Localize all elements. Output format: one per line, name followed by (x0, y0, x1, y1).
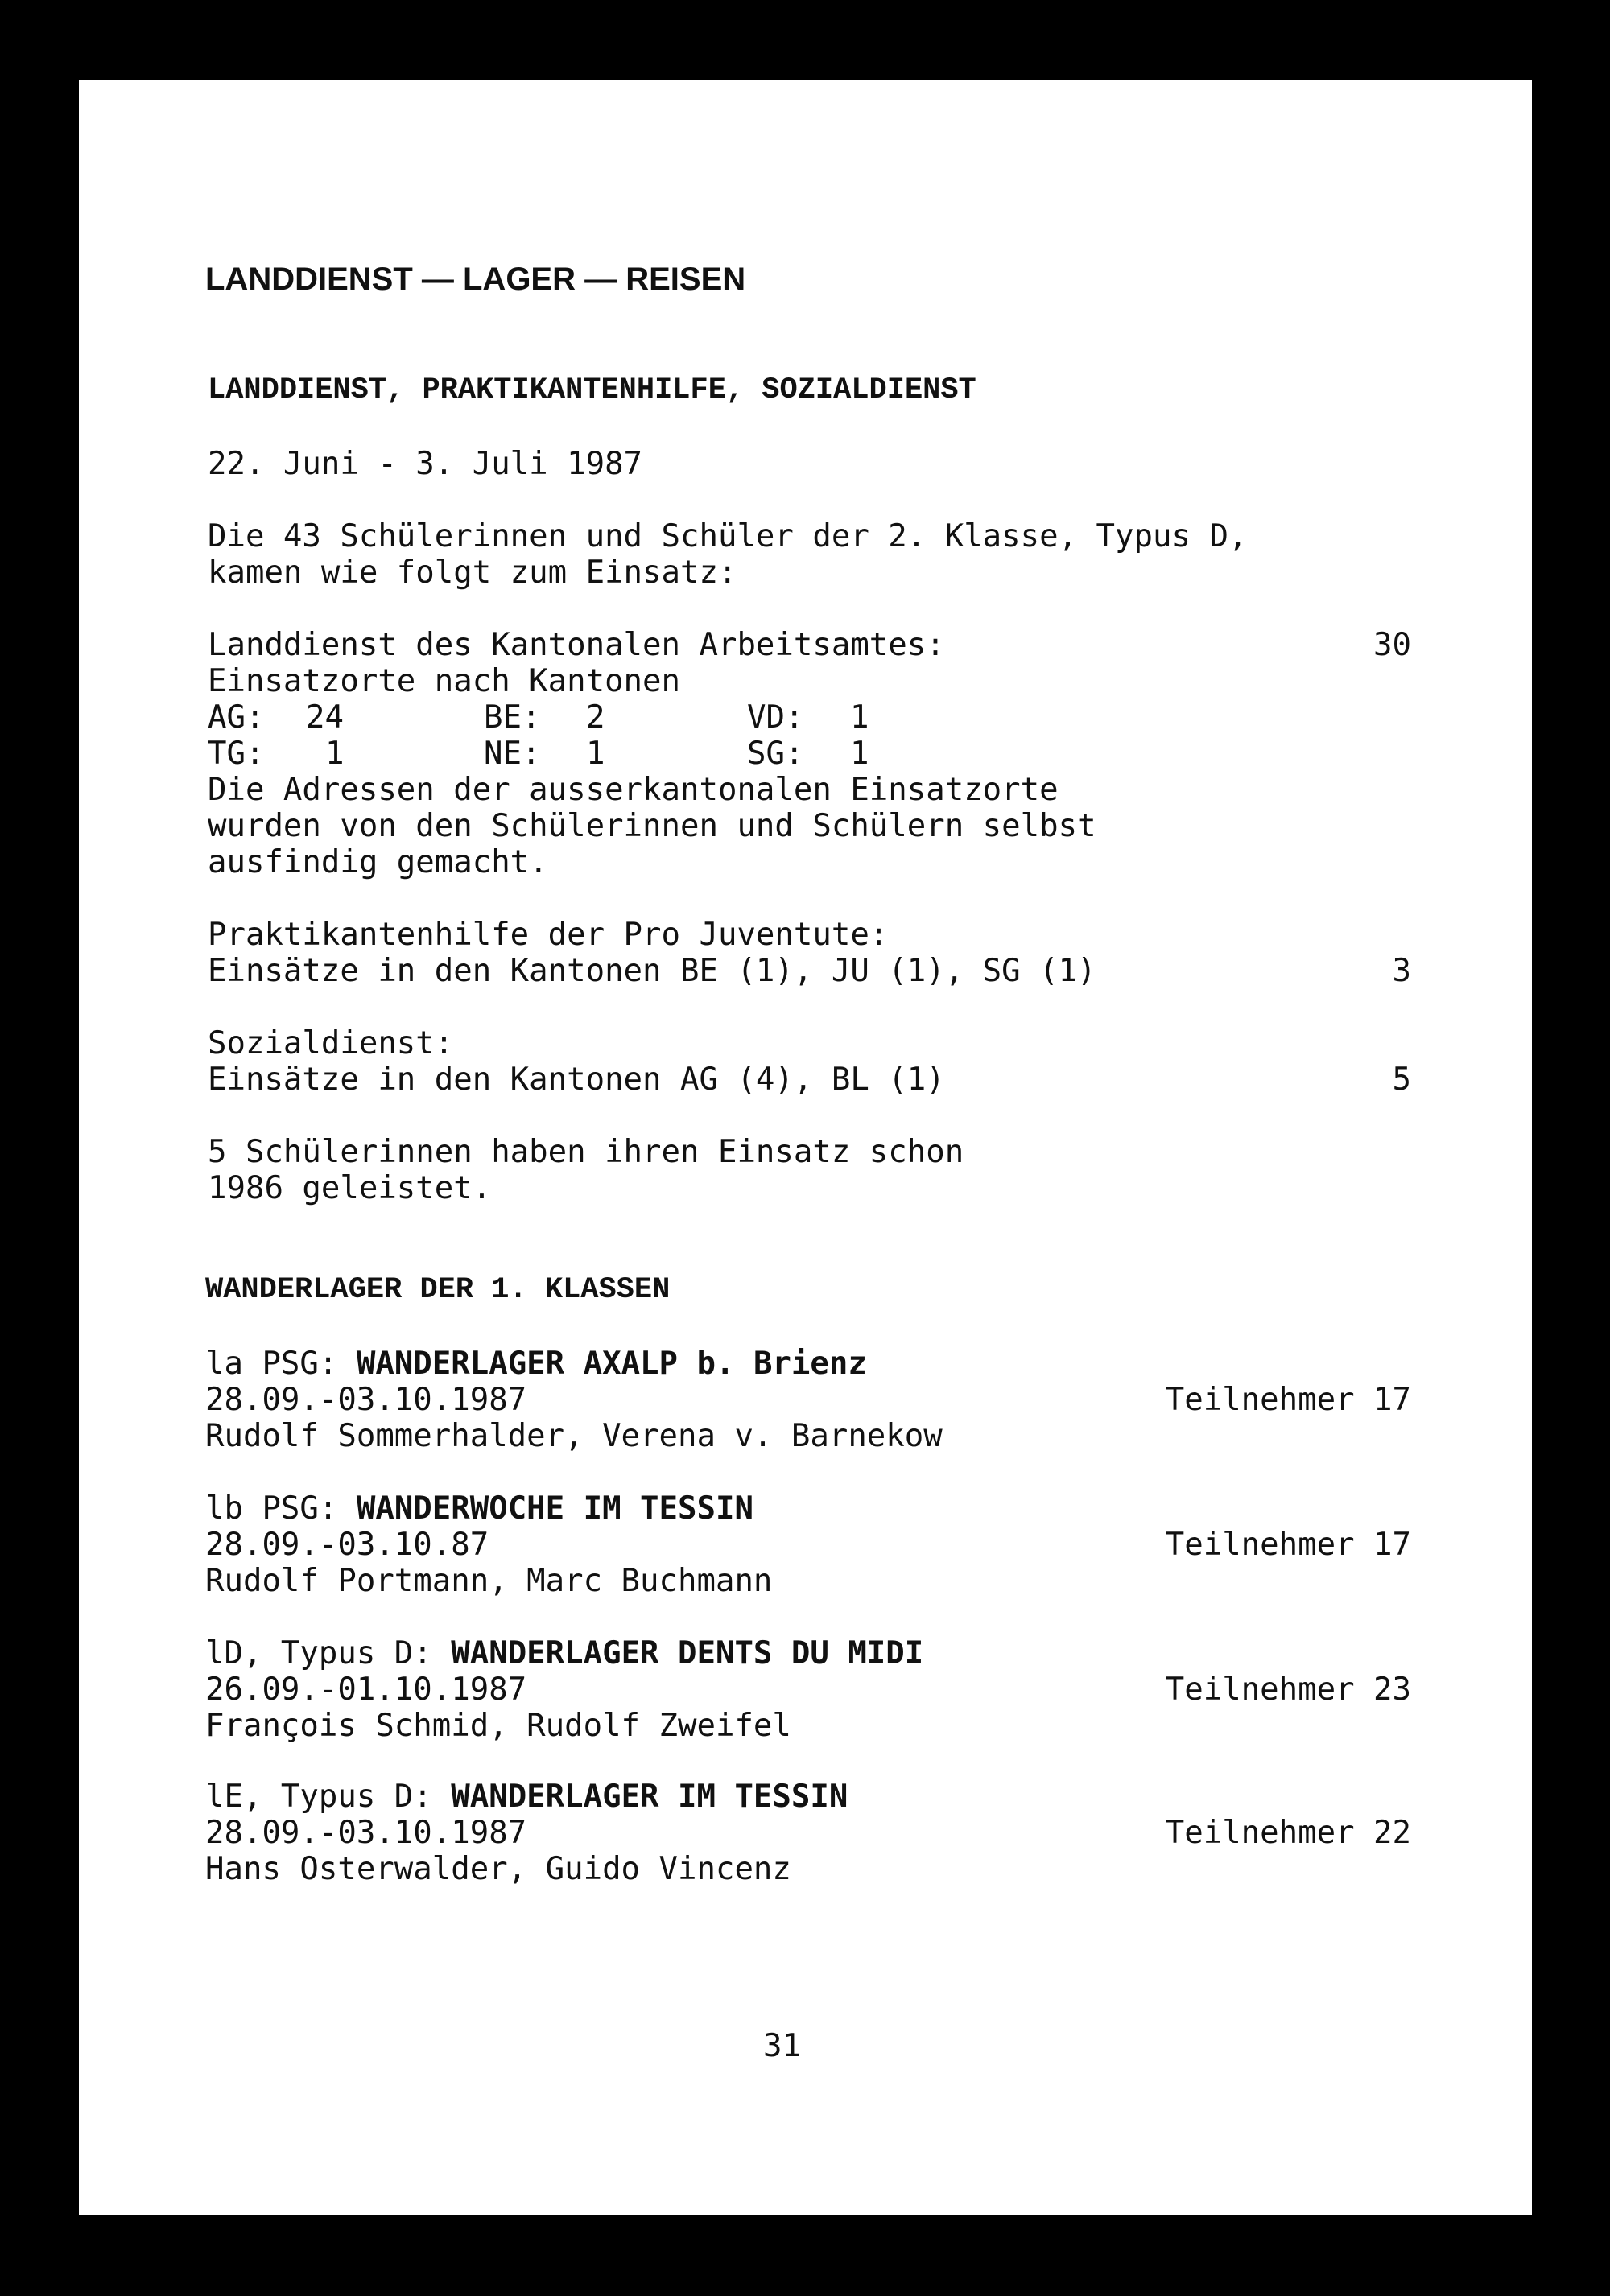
canton-be-label: BE: (484, 699, 541, 736)
adressen-line-2: wurden von den Schülerinnen und Schülern selbst (208, 808, 1096, 844)
entry-2-participants: Teilnehmer 17 (1165, 1527, 1411, 1563)
praktikantenhilfe-detail: Einsätze in den Kantonen BE (1), JU (1), SG (1) (208, 953, 1096, 989)
entry-4-class: lE, Typus D: (205, 1779, 432, 1815)
landdienst-label: Landdienst des Kantonalen Arbeitsamtes: (208, 627, 945, 663)
entry-1-participants: Teilnehmer 17 (1165, 1382, 1411, 1418)
entry-4-title: WANDERLAGER IM TESSIN (451, 1779, 848, 1815)
intro-line-2: kamen wie folgt zum Einsatz: (208, 554, 737, 591)
entry-3-heading (205, 1635, 924, 1672)
entry-1-title: WANDERLAGER AXALP b. Brienz (356, 1346, 867, 1382)
adressen-line-1: Die Adressen der ausserkantonalen Einsatzorte (208, 772, 1059, 808)
entry-3-class: lD, Typus D: (205, 1635, 432, 1672)
entry-2-leaders: Rudolf Portmann, Marc Buchmann (205, 1563, 773, 1599)
canton-ne-label: NE: (484, 736, 541, 772)
entry-2-class: lb PSG: (205, 1490, 338, 1527)
canton-ag-value: 24 (306, 699, 344, 736)
entry-3-leaders: François Schmid, Rudolf Zweifel (205, 1708, 791, 1744)
canton-be-value: 2 (586, 699, 605, 736)
canton-tg-label: TG: (208, 736, 265, 772)
canton-ag-label: AG: (208, 699, 265, 736)
entry-1-leaders: Rudolf Sommerhalder, Verena v. Barnekow (205, 1418, 943, 1454)
entry-1-heading (205, 1346, 867, 1382)
sozialdienst-count: 5 (1392, 1061, 1411, 1098)
date-range: 22. Juni - 3. Juli 1987 (208, 446, 643, 482)
canton-sg-value: 1 (850, 736, 869, 772)
entry-3-participants: Teilnehmer 23 (1165, 1672, 1411, 1708)
entry-2-title: WANDERWOCHE IM TESSIN (356, 1490, 753, 1527)
entry-4-dates: 28.09.-03.10.1987 (205, 1815, 527, 1851)
entry-1-class: la PSG: (205, 1346, 338, 1382)
einsatzorte-label: Einsatzorte nach Kantonen (208, 663, 680, 699)
canton-vd-label: VD: (747, 699, 804, 736)
sozialdienst-label: Sozialdienst: (208, 1025, 454, 1061)
entry-2-dates: 28.09.-03.10.87 (205, 1527, 489, 1563)
note-line-2: 1986 geleistet. (208, 1170, 492, 1206)
praktikantenhilfe-count: 3 (1392, 953, 1411, 989)
entry-4-participants: Teilnehmer 22 (1165, 1815, 1411, 1851)
entry-3-dates: 26.09.-01.10.1987 (205, 1672, 527, 1708)
canton-ne-value: 1 (586, 736, 605, 772)
note-line-1: 5 Schülerinnen haben ihren Einsatz schon (208, 1134, 964, 1170)
section-heading-landdienst: LANDDIENST, PRAKTIKANTENHILFE, SOZIALDIENST (208, 373, 976, 407)
praktikantenhilfe-label: Praktikantenhilfe der Pro Juventute: (208, 917, 889, 953)
intro-line-1: Die 43 Schülerinnen und Schüler der 2. Klasse, Typus D, (208, 518, 1248, 554)
sozialdienst-detail: Einsätze in den Kantonen AG (4), BL (1) (208, 1061, 945, 1098)
document-page (79, 80, 1532, 2215)
page-number: 31 (763, 2028, 801, 2064)
canton-sg-label: SG: (747, 736, 804, 772)
page-title: LANDDIENST — LAGER — REISEN (205, 262, 746, 297)
canton-tg-value: 1 (325, 736, 345, 772)
entry-4-heading (205, 1779, 848, 1815)
canton-vd-value: 1 (850, 699, 869, 736)
entry-1-dates: 28.09.-03.10.1987 (205, 1382, 527, 1418)
entry-2-heading (205, 1490, 753, 1527)
entry-3-title: WANDERLAGER DENTS DU MIDI (451, 1635, 924, 1672)
section-heading-wanderlager: WANDERLAGER DER 1. KLASSEN (205, 1273, 671, 1307)
landdienst-count: 30 (1373, 627, 1411, 663)
entry-4-leaders: Hans Osterwalder, Guido Vincenz (205, 1851, 791, 1887)
adressen-line-3: ausfindig gemacht. (208, 844, 548, 880)
